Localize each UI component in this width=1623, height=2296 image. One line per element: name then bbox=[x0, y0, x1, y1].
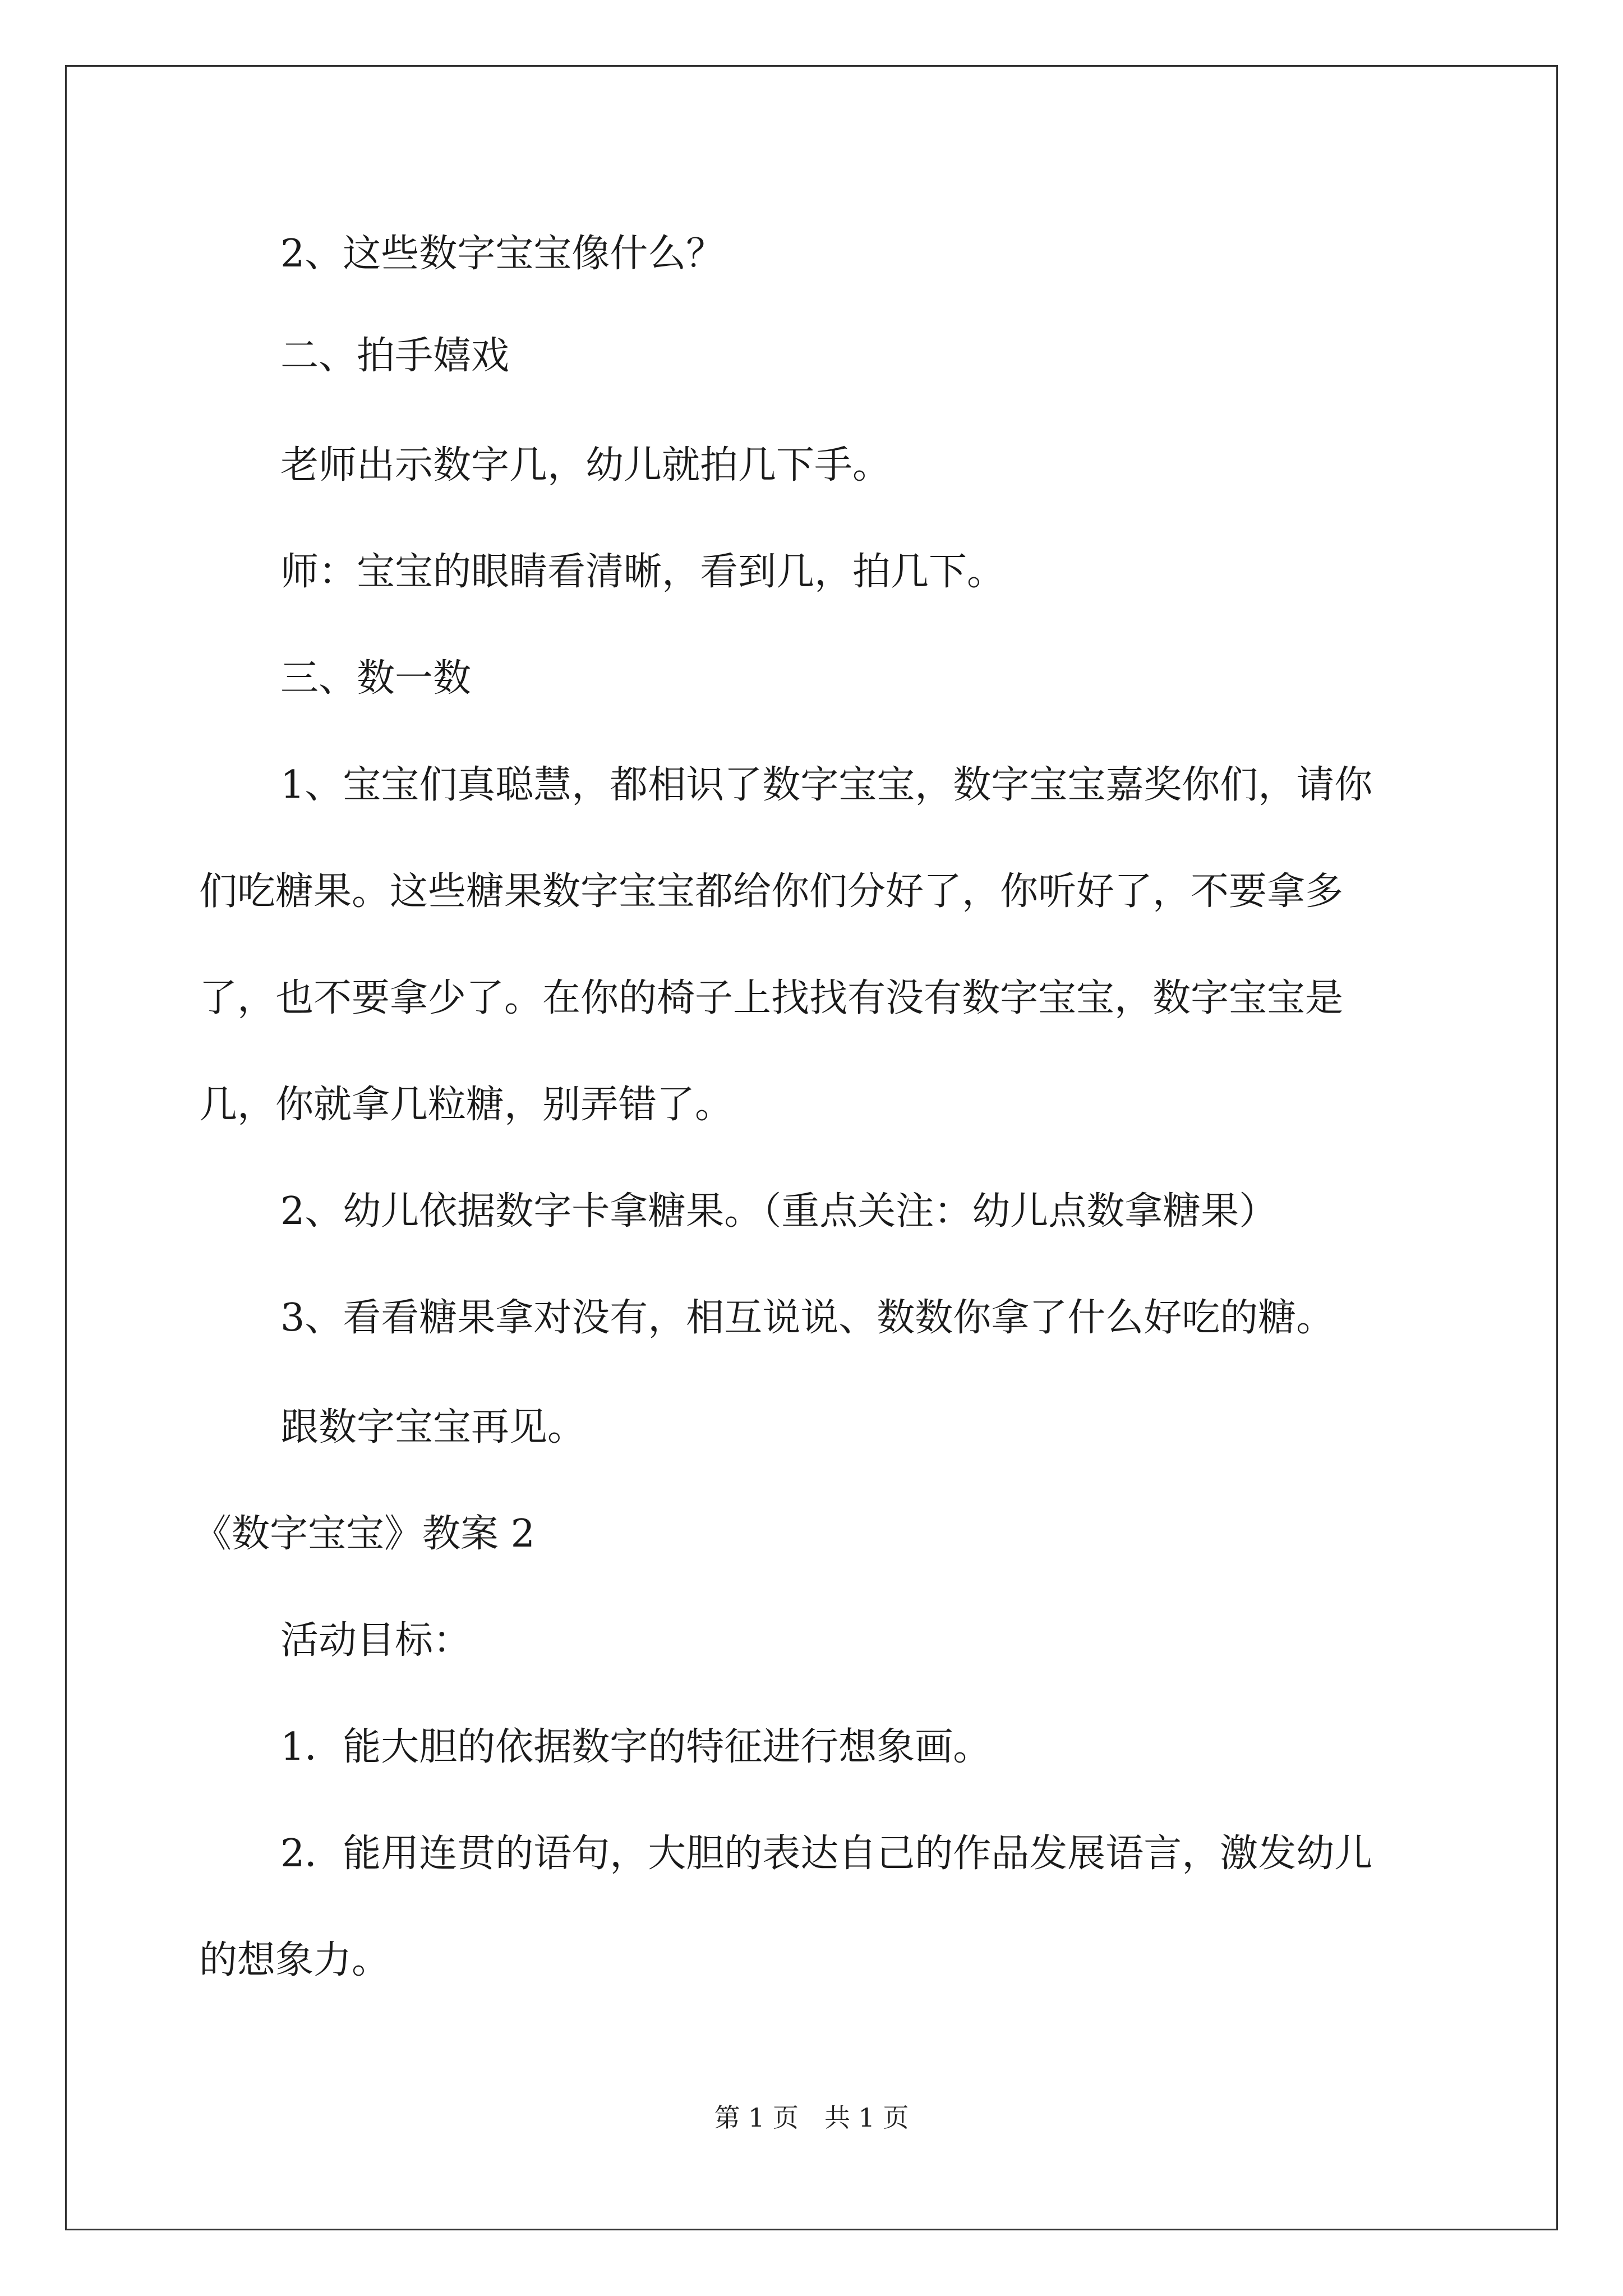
page-footer: 第 1 页 共 1 页 bbox=[714, 2102, 909, 2133]
section-heading: 三、数一数 bbox=[280, 656, 472, 701]
paragraph-line: 的想象力。 bbox=[199, 1938, 390, 1982]
section-heading: 二、拍手嬉戏 bbox=[280, 334, 510, 378]
paragraph-line: 1、宝宝们真聪慧，都相识了数字宝宝，数字宝宝嘉奖你们，请你 bbox=[280, 763, 1373, 807]
paragraph-line: 1．能大胆的依据数字的特征进行想象画。 bbox=[280, 1725, 992, 1769]
paragraph-line: 几，你就拿几粒糖，别弄错了。 bbox=[199, 1083, 734, 1127]
document-title: 《数字宝宝》教案 2 bbox=[193, 1512, 535, 1556]
paragraph-line: 老师出示数字几，幼儿就拍几下手。 bbox=[280, 443, 891, 487]
paragraph-line: 2．能用连贯的语句，大胆的表达自己的作品发展语言，激发幼儿 bbox=[280, 1832, 1373, 1876]
paragraph-line: 2、幼儿依据数字卡拿糖果。（重点关注：幼儿点数拿糖果） bbox=[280, 1189, 1278, 1234]
paragraph-line: 了，也不要拿少了。在你的椅子上找找有没有数字宝宝，数字宝宝是 bbox=[199, 976, 1344, 1020]
paragraph-line: 师：宝宝的眼睛看清晰，看到几，拍几下。 bbox=[280, 550, 1006, 594]
section-heading: 活动目标： bbox=[280, 1618, 472, 1663]
paragraph-line: 3、看看糖果拿对没有，相互说说、数数你拿了什么好吃的糖。 bbox=[280, 1296, 1335, 1340]
paragraph-line: 跟数字宝宝再见。 bbox=[280, 1405, 586, 1450]
paragraph-line: 2、这些数字宝宝像什么？ bbox=[280, 232, 725, 276]
page-frame bbox=[65, 65, 1558, 2230]
paragraph-line: 们吃糖果。这些糖果数字宝宝都给你们分好了，你听好了，不要拿多 bbox=[199, 869, 1344, 914]
